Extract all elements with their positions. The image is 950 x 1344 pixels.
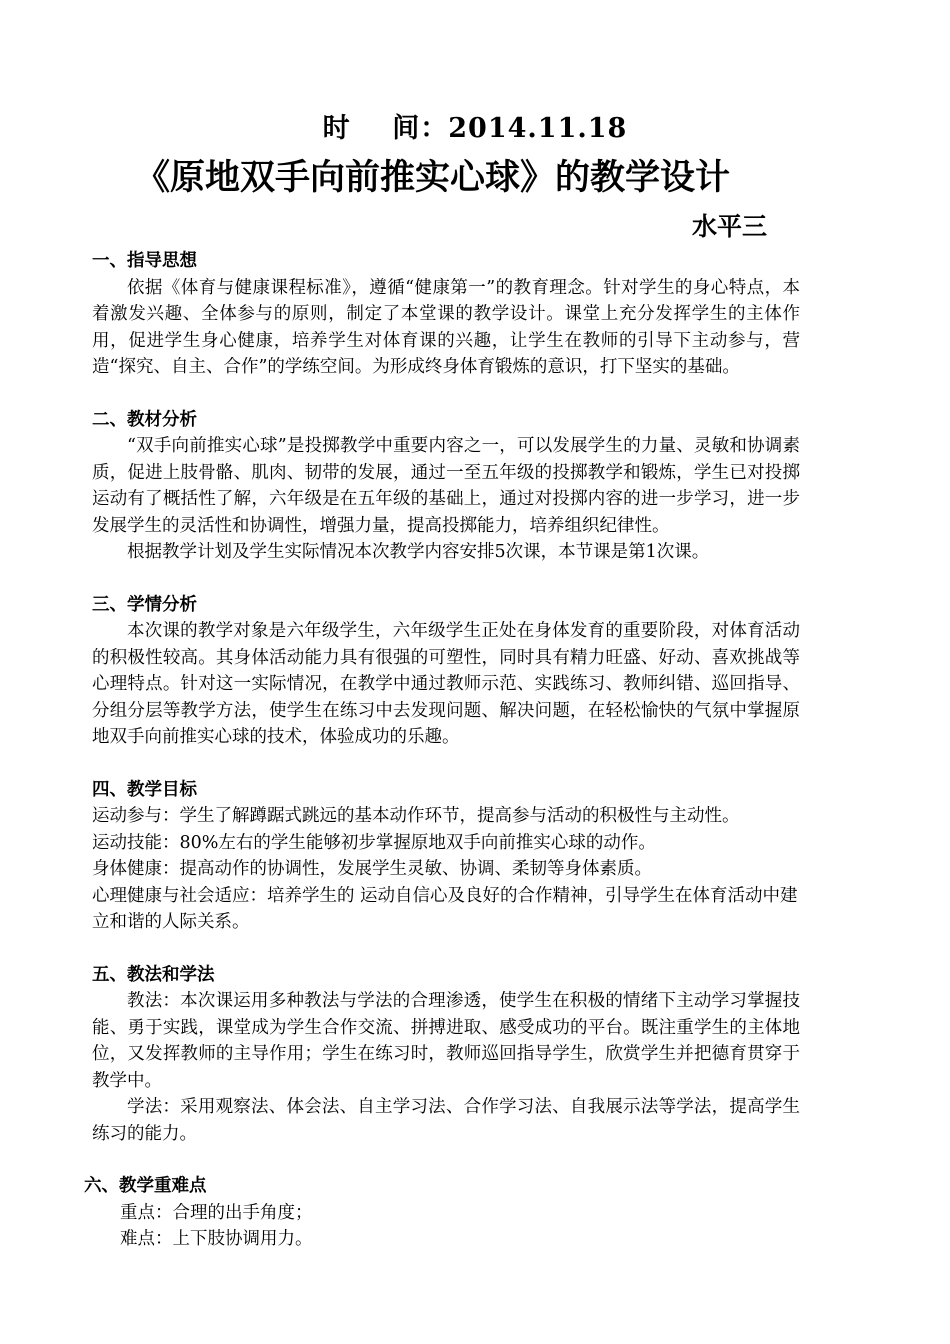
key-point: 重点：合理的出手角度； xyxy=(120,1202,313,1223)
paragraph: 根据教学计划及学生实际情况本次教学内容安排5次课，本节课是第1次课。 xyxy=(127,542,710,562)
paragraph: 教法：本次课运用多种教法与学法的合理渗透，使学生在积极的情绪下主动学习掌握技能、勇于实践，课堂成为学生合作交流、拼搏进取、感受成功的平台。既注重学生的主体地位，又发挥教师的主导作用；学生在练习时，教师巡回指导学生，欣赏学生并把德育贯穿于教学中。 xyxy=(92,991,800,1091)
goal-social: 心理健康与社会适应：培养学生的 运动自信心及良好的合作精神，引导学生在体育活动中建立和谐的人际关系。 xyxy=(92,885,798,932)
paragraph: “双手向前推实心球”是投掷教学中重要内容之一，可以发展学生的力量、灵敏和协调素质，促进上肢骨骼、肌肉、韧带的发展，通过一至五年级的投掷教学和锻炼，学生已对投掷运动有了概括性了解，六年级是在五年级的基础上，通过对投掷内容的进一步学习，进一步发展学生的灵活性和协调性，增强力量，提高投掷能力，培养组织纪律性。 xyxy=(92,436,800,536)
goal-skill: 运动技能：80%左右的学生能够初步掌握原地双手向前推实心球的动作。 xyxy=(92,832,656,853)
section-material-analysis xyxy=(92,407,800,566)
section-methods xyxy=(92,962,800,1148)
goal-health: 身体健康：提高动作的协调性，发展学生灵敏、协调、柔韧等身体素质。 xyxy=(92,859,652,879)
section-key-points xyxy=(84,1173,800,1253)
section-teaching-goals xyxy=(92,777,800,936)
section-student-analysis xyxy=(92,592,800,751)
date-line: 时 间：2014.11.18 xyxy=(322,113,628,144)
document-body xyxy=(84,248,800,1279)
section-heading: 三、学情分析 xyxy=(92,594,197,615)
goal-participation: 运动参与：学生了解蹲踞式跳远的基本动作环节，提高参与活动的积极性与主动性。 xyxy=(92,806,740,826)
paragraph: 学法：采用观察法、体会法、自主学习法、合作学习法、自我展示法等学法，提高学生练习的能力。 xyxy=(92,1097,800,1144)
section-heading: 二、教材分析 xyxy=(92,409,197,430)
section-heading: 一、指导思想 xyxy=(92,251,197,271)
section-guiding-ideology xyxy=(92,248,800,381)
paragraph: 依据《体育与健康课程标准》，遵循“健康第一”的教育理念。针对学生的身心特点，本着激发兴趣、全体参与的原则，制定了本堂课的教学设计。课堂上充分发挥学生的主体作用，促进学生身心健康，培养学生对体育课的兴趣，让学生在教师的引导下主动参与，营造“探究、自主、合作”的学练空间。为形成终身体育锻炼的意识，打下坚实的基础。 xyxy=(92,277,800,377)
section-heading: 六、教学重难点 xyxy=(84,1176,207,1196)
document-title: 《原地双手向前推实心球》的教学设计 xyxy=(135,158,731,198)
difficult-point: 难点：上下肢协调用力。 xyxy=(120,1229,313,1249)
section-heading: 五、教法和学法 xyxy=(92,964,215,985)
level-label: 水平三 xyxy=(692,212,768,241)
section-heading: 四、教学目标 xyxy=(92,779,197,800)
paragraph: 本次课的教学对象是六年级学生，六年级学生正处在身体发育的重要阶段，对体育活动的积极性较高。其身体活动能力具有很强的可塑性，同时具有精力旺盛、好动、喜欢挑战等心理特点。针对这一实际情况，在教学中通过教师示范、实践练习、教师纠错、巡回指导、分组分层等教学方法，使学生在练习中去发现问题、解决问题，在轻松愉快的气氛中掌握原地双手向前推实心球的技术，体验成功的乐趣。 xyxy=(92,621,800,747)
